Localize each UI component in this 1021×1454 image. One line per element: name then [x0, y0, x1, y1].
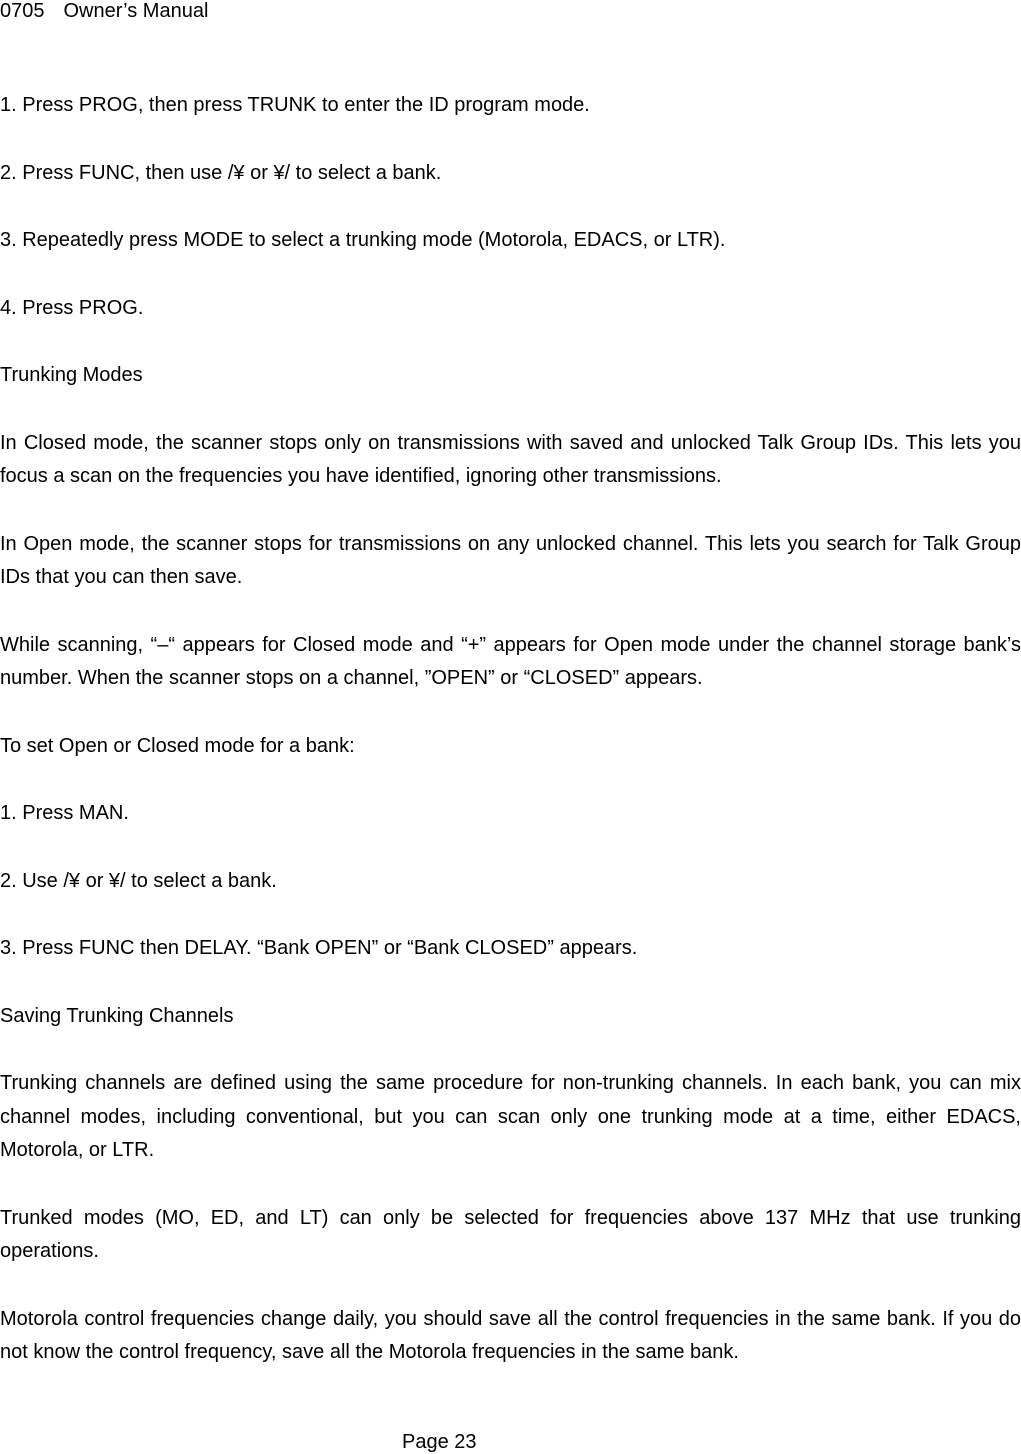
- step-press-func-delay: 3. Press FUNC then DELAY. “Bank OPEN” or “Bank CLOSED” appears.: [0, 937, 638, 959]
- step-use-select-bank: 2. Use /¥ or ¥/ to select a bank.: [0, 869, 277, 892]
- section-heading-trunking-modes: Trunking Modes: [0, 364, 143, 386]
- paragraph-trunking-channels: Trunking channels are defined using the same procedure for non-trunking channels. In each bank, you can mix channel modes, including conventional, but you can scan only one trunking mode at a time, either EDACS, Motorola, or LTR.: [0, 1072, 1021, 1161]
- step-enter-id-program: 1. Press PROG, then press TRUNK to enter the ID program mode.: [0, 94, 590, 116]
- page-header: [0, 0, 208, 22]
- paragraph-closed-mode: In Closed mode, the scanner stops only on transmissions with saved and unlocked Talk Group IDs. This lets you focus a scan on the frequencies you have identified, ignoring other transmissions.: [0, 431, 1021, 487]
- document-title: Owner’s Manual: [63, 0, 209, 22]
- step-select-bank: 2. Press FUNC, then use /¥ or ¥/ to select a bank.: [0, 161, 442, 184]
- paragraph-scanning-indicators: While scanning, “–“ appears for Closed mode and “+” appears for Open mode under the channel storage bank’s number. When the scanner stops on a channel, ”OPEN” or “CLOSED” appears.: [0, 633, 1021, 689]
- paragraph-motorola-control: Motorola control frequencies change daily, you should save all the control frequencies in the same bank. If you do not know the control frequency, save all the Motorola frequencies in the same bank.: [0, 1307, 1021, 1363]
- paragraph-open-mode: In Open mode, the scanner stops for transmissions on any unlocked channel. This lets you search for Talk Group IDs that you can then save.: [0, 532, 1021, 588]
- page-number: Page 23: [402, 1431, 477, 1453]
- step-select-trunking-mode: 3. Repeatedly press MODE to select a trunking mode (Motorola, EDACS, or LTR).: [0, 229, 726, 251]
- manual-body: [0, 89, 1021, 1404]
- step-press-prog: 4. Press PROG.: [0, 296, 144, 319]
- paragraph-trunked-modes: Trunked modes (MO, ED, and LT) can only be selected for frequencies above 137 MHz that use trunking operations.: [0, 1206, 1021, 1262]
- paragraph-set-mode-intro: To set Open or Closed mode for a bank:: [0, 734, 355, 757]
- step-press-man: 1. Press MAN.: [0, 802, 129, 824]
- document-code: 0705: [0, 0, 45, 22]
- section-heading-saving-trunking: Saving Trunking Channels: [0, 1004, 234, 1027]
